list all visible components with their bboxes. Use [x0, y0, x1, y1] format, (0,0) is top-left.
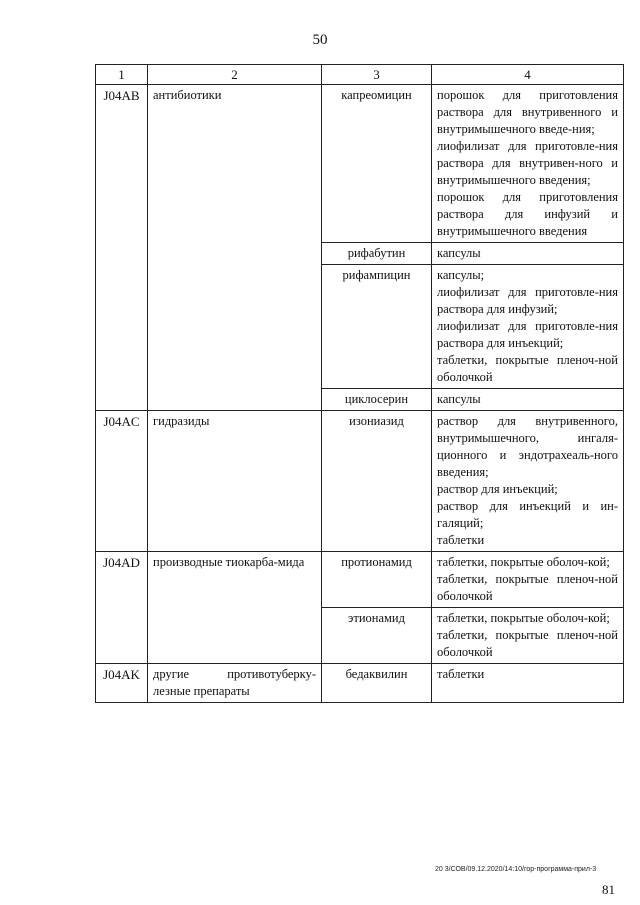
drug-name-cell: капреомицин	[322, 85, 432, 243]
table-row	[96, 552, 624, 608]
dosage-form-item: таблетки, покрытые оболоч-кой;	[437, 611, 610, 625]
group-name-cell: производные тиокарба-мида	[148, 552, 322, 664]
drug-name-cell: протионамид	[322, 552, 432, 608]
dosage-forms-cell	[432, 265, 624, 389]
atc-code-cell: J04AC	[96, 411, 148, 552]
drug-name-cell: рифампицин	[322, 265, 432, 389]
dosage-form-item: таблетки, покрытые пленоч-ной оболочкой	[437, 572, 618, 603]
dosage-forms-cell	[432, 243, 624, 265]
dosage-form-item: таблетки	[437, 667, 485, 681]
table-header-row	[96, 65, 624, 85]
header-col-4: 4	[432, 65, 624, 85]
dosage-form-item: лиофилизат для приготовле-ния раствора для инфузий;	[437, 285, 618, 316]
page-number-bottom: 81	[602, 882, 615, 897]
group-name-cell: другие противотуберку-лезные препараты	[148, 664, 322, 703]
drug-name-cell: этионамид	[322, 608, 432, 664]
atc-code-cell: J04AD	[96, 552, 148, 664]
page-number-top: 50	[312, 32, 328, 48]
dosage-form-item: порошок для приготовления раствора для инфузий и внутримышечного введения	[437, 190, 618, 238]
dosage-form-item: таблетки, покрытые оболоч-кой;	[437, 555, 610, 569]
drug-name-cell: рифабутин	[322, 243, 432, 265]
dosage-form-item: лиофилизат для приготовле-ния раствора для внутривен-ного и внутримышечного введения;	[437, 139, 618, 187]
dosage-form-item: таблетки, покрытые пленоч-ной оболочкой	[437, 353, 618, 384]
dosage-form-item: таблетки	[437, 533, 485, 547]
dosage-form-item: таблетки, покрытые пленоч-ной оболочкой	[437, 628, 618, 659]
dosage-form-item: капсулы	[437, 392, 481, 406]
drug-name-cell: изониазид	[322, 411, 432, 552]
dosage-form-item: капсулы;	[437, 268, 485, 282]
group-name-cell: гидразиды	[148, 411, 322, 552]
atc-code-cell: J04AB	[96, 85, 148, 411]
dosage-forms-cell	[432, 664, 624, 703]
header-col-2: 2	[148, 65, 322, 85]
dosage-form-item: лиофилизат для приготовле-ния раствора для инъекций;	[437, 319, 618, 350]
dosage-forms-cell	[432, 411, 624, 552]
table-row	[96, 85, 624, 243]
drug-name-cell: циклосерин	[322, 389, 432, 411]
table-row	[96, 411, 624, 552]
table-row	[96, 664, 624, 703]
dosage-forms-cell	[432, 389, 624, 411]
medicines-table	[95, 64, 624, 703]
drug-name-cell: бедаквилин	[322, 664, 432, 703]
dosage-form-item: раствор для инъекций и ин-галяций;	[437, 499, 618, 530]
dosage-form-item: порошок для приготовления раствора для внутривенного и внутримышечного введе-ния;	[437, 88, 618, 136]
dosage-form-item: раствор для внутривенного, внутримышечного, ингаля-ционного и эндотрахеаль-ного введения;	[437, 414, 618, 479]
dosage-form-item: раствор для инъекций;	[437, 482, 558, 496]
dosage-forms-cell	[432, 552, 624, 608]
header-col-3: 3	[322, 65, 432, 85]
table-body	[96, 85, 624, 703]
atc-code-cell: J04AK	[96, 664, 148, 703]
group-name-cell: антибиотики	[148, 85, 322, 411]
header-col-1: 1	[96, 65, 148, 85]
dosage-forms-cell	[432, 608, 624, 664]
dosage-form-item: капсулы	[437, 246, 481, 260]
dosage-forms-cell	[432, 85, 624, 243]
footer-note: 20 3/СОВ/09.12.2020/14:10/гор-программа-прил-3	[435, 866, 597, 873]
